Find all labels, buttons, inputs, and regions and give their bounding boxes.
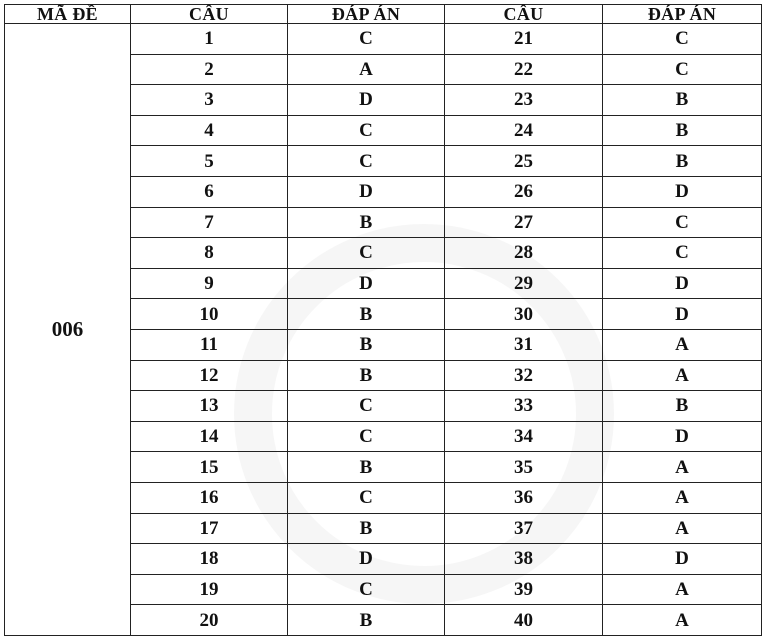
answer-left: D <box>288 176 445 207</box>
question-number-right: 21 <box>445 24 603 55</box>
exam-code-cell: 006 <box>5 24 131 636</box>
answer-right: D <box>603 544 762 575</box>
answer-right: B <box>603 146 762 177</box>
question-number-left: 13 <box>131 391 288 422</box>
answer-left: B <box>288 360 445 391</box>
answer-key-table <box>4 4 762 636</box>
question-number-left: 1 <box>131 24 288 55</box>
answer-right: C <box>603 207 762 238</box>
answer-left: B <box>288 452 445 483</box>
answer-left: D <box>288 85 445 116</box>
question-number-right: 40 <box>445 605 603 636</box>
answer-right: B <box>603 115 762 146</box>
question-number-right: 22 <box>445 54 603 85</box>
answer-right: D <box>603 421 762 452</box>
question-number-right: 28 <box>445 238 603 269</box>
question-number-left: 11 <box>131 329 288 360</box>
answer-right: A <box>603 329 762 360</box>
question-number-right: 37 <box>445 513 603 544</box>
answer-left: B <box>288 207 445 238</box>
answer-rows <box>5 24 762 636</box>
question-number-left: 4 <box>131 115 288 146</box>
answer-right: A <box>603 513 762 544</box>
answer-right: D <box>603 268 762 299</box>
header-row <box>5 5 762 24</box>
answer-left: C <box>288 115 445 146</box>
answer-right: C <box>603 54 762 85</box>
header-question-left: CÂU <box>131 5 288 24</box>
question-number-left: 18 <box>131 544 288 575</box>
question-number-left: 19 <box>131 574 288 605</box>
question-number-right: 29 <box>445 268 603 299</box>
header-answer-left: ĐÁP ÁN <box>288 5 445 24</box>
answer-key-sheet <box>4 4 761 636</box>
answer-right: A <box>603 360 762 391</box>
answer-left: C <box>288 24 445 55</box>
header-answer-right: ĐÁP ÁN <box>603 5 762 24</box>
question-number-left: 20 <box>131 605 288 636</box>
question-number-right: 36 <box>445 482 603 513</box>
question-number-left: 5 <box>131 146 288 177</box>
answer-right: B <box>603 85 762 116</box>
answer-left: B <box>288 513 445 544</box>
question-number-right: 25 <box>445 146 603 177</box>
answer-left: C <box>288 391 445 422</box>
header-question-right: CÂU <box>445 5 603 24</box>
answer-left: C <box>288 574 445 605</box>
question-number-right: 30 <box>445 299 603 330</box>
answer-right: A <box>603 452 762 483</box>
question-number-left: 2 <box>131 54 288 85</box>
answer-left: D <box>288 544 445 575</box>
question-number-left: 12 <box>131 360 288 391</box>
answer-right: A <box>603 574 762 605</box>
question-number-right: 34 <box>445 421 603 452</box>
answer-right: A <box>603 482 762 513</box>
answer-left: C <box>288 421 445 452</box>
answer-left: C <box>288 482 445 513</box>
answer-left: D <box>288 268 445 299</box>
question-number-right: 31 <box>445 329 603 360</box>
answer-right: C <box>603 24 762 55</box>
answer-left: B <box>288 329 445 360</box>
question-number-right: 32 <box>445 360 603 391</box>
answer-right: D <box>603 299 762 330</box>
question-number-left: 10 <box>131 299 288 330</box>
question-number-right: 35 <box>445 452 603 483</box>
question-number-left: 17 <box>131 513 288 544</box>
question-number-right: 26 <box>445 176 603 207</box>
answer-right: D <box>603 176 762 207</box>
question-number-left: 6 <box>131 176 288 207</box>
question-number-left: 14 <box>131 421 288 452</box>
question-number-right: 38 <box>445 544 603 575</box>
answer-right: C <box>603 238 762 269</box>
question-number-left: 15 <box>131 452 288 483</box>
question-number-right: 33 <box>445 391 603 422</box>
answer-right: B <box>603 391 762 422</box>
question-number-left: 3 <box>131 85 288 116</box>
answer-left: A <box>288 54 445 85</box>
answer-left: B <box>288 299 445 330</box>
question-number-left: 16 <box>131 482 288 513</box>
question-number-right: 23 <box>445 85 603 116</box>
question-number-right: 27 <box>445 207 603 238</box>
question-number-left: 8 <box>131 238 288 269</box>
answer-right: A <box>603 605 762 636</box>
question-number-right: 39 <box>445 574 603 605</box>
answer-left: C <box>288 238 445 269</box>
answer-left: B <box>288 605 445 636</box>
question-number-left: 7 <box>131 207 288 238</box>
header-exam-code: MÃ ĐỀ <box>5 5 131 24</box>
table-row <box>5 24 762 55</box>
question-number-left: 9 <box>131 268 288 299</box>
answer-left: C <box>288 146 445 177</box>
question-number-right: 24 <box>445 115 603 146</box>
